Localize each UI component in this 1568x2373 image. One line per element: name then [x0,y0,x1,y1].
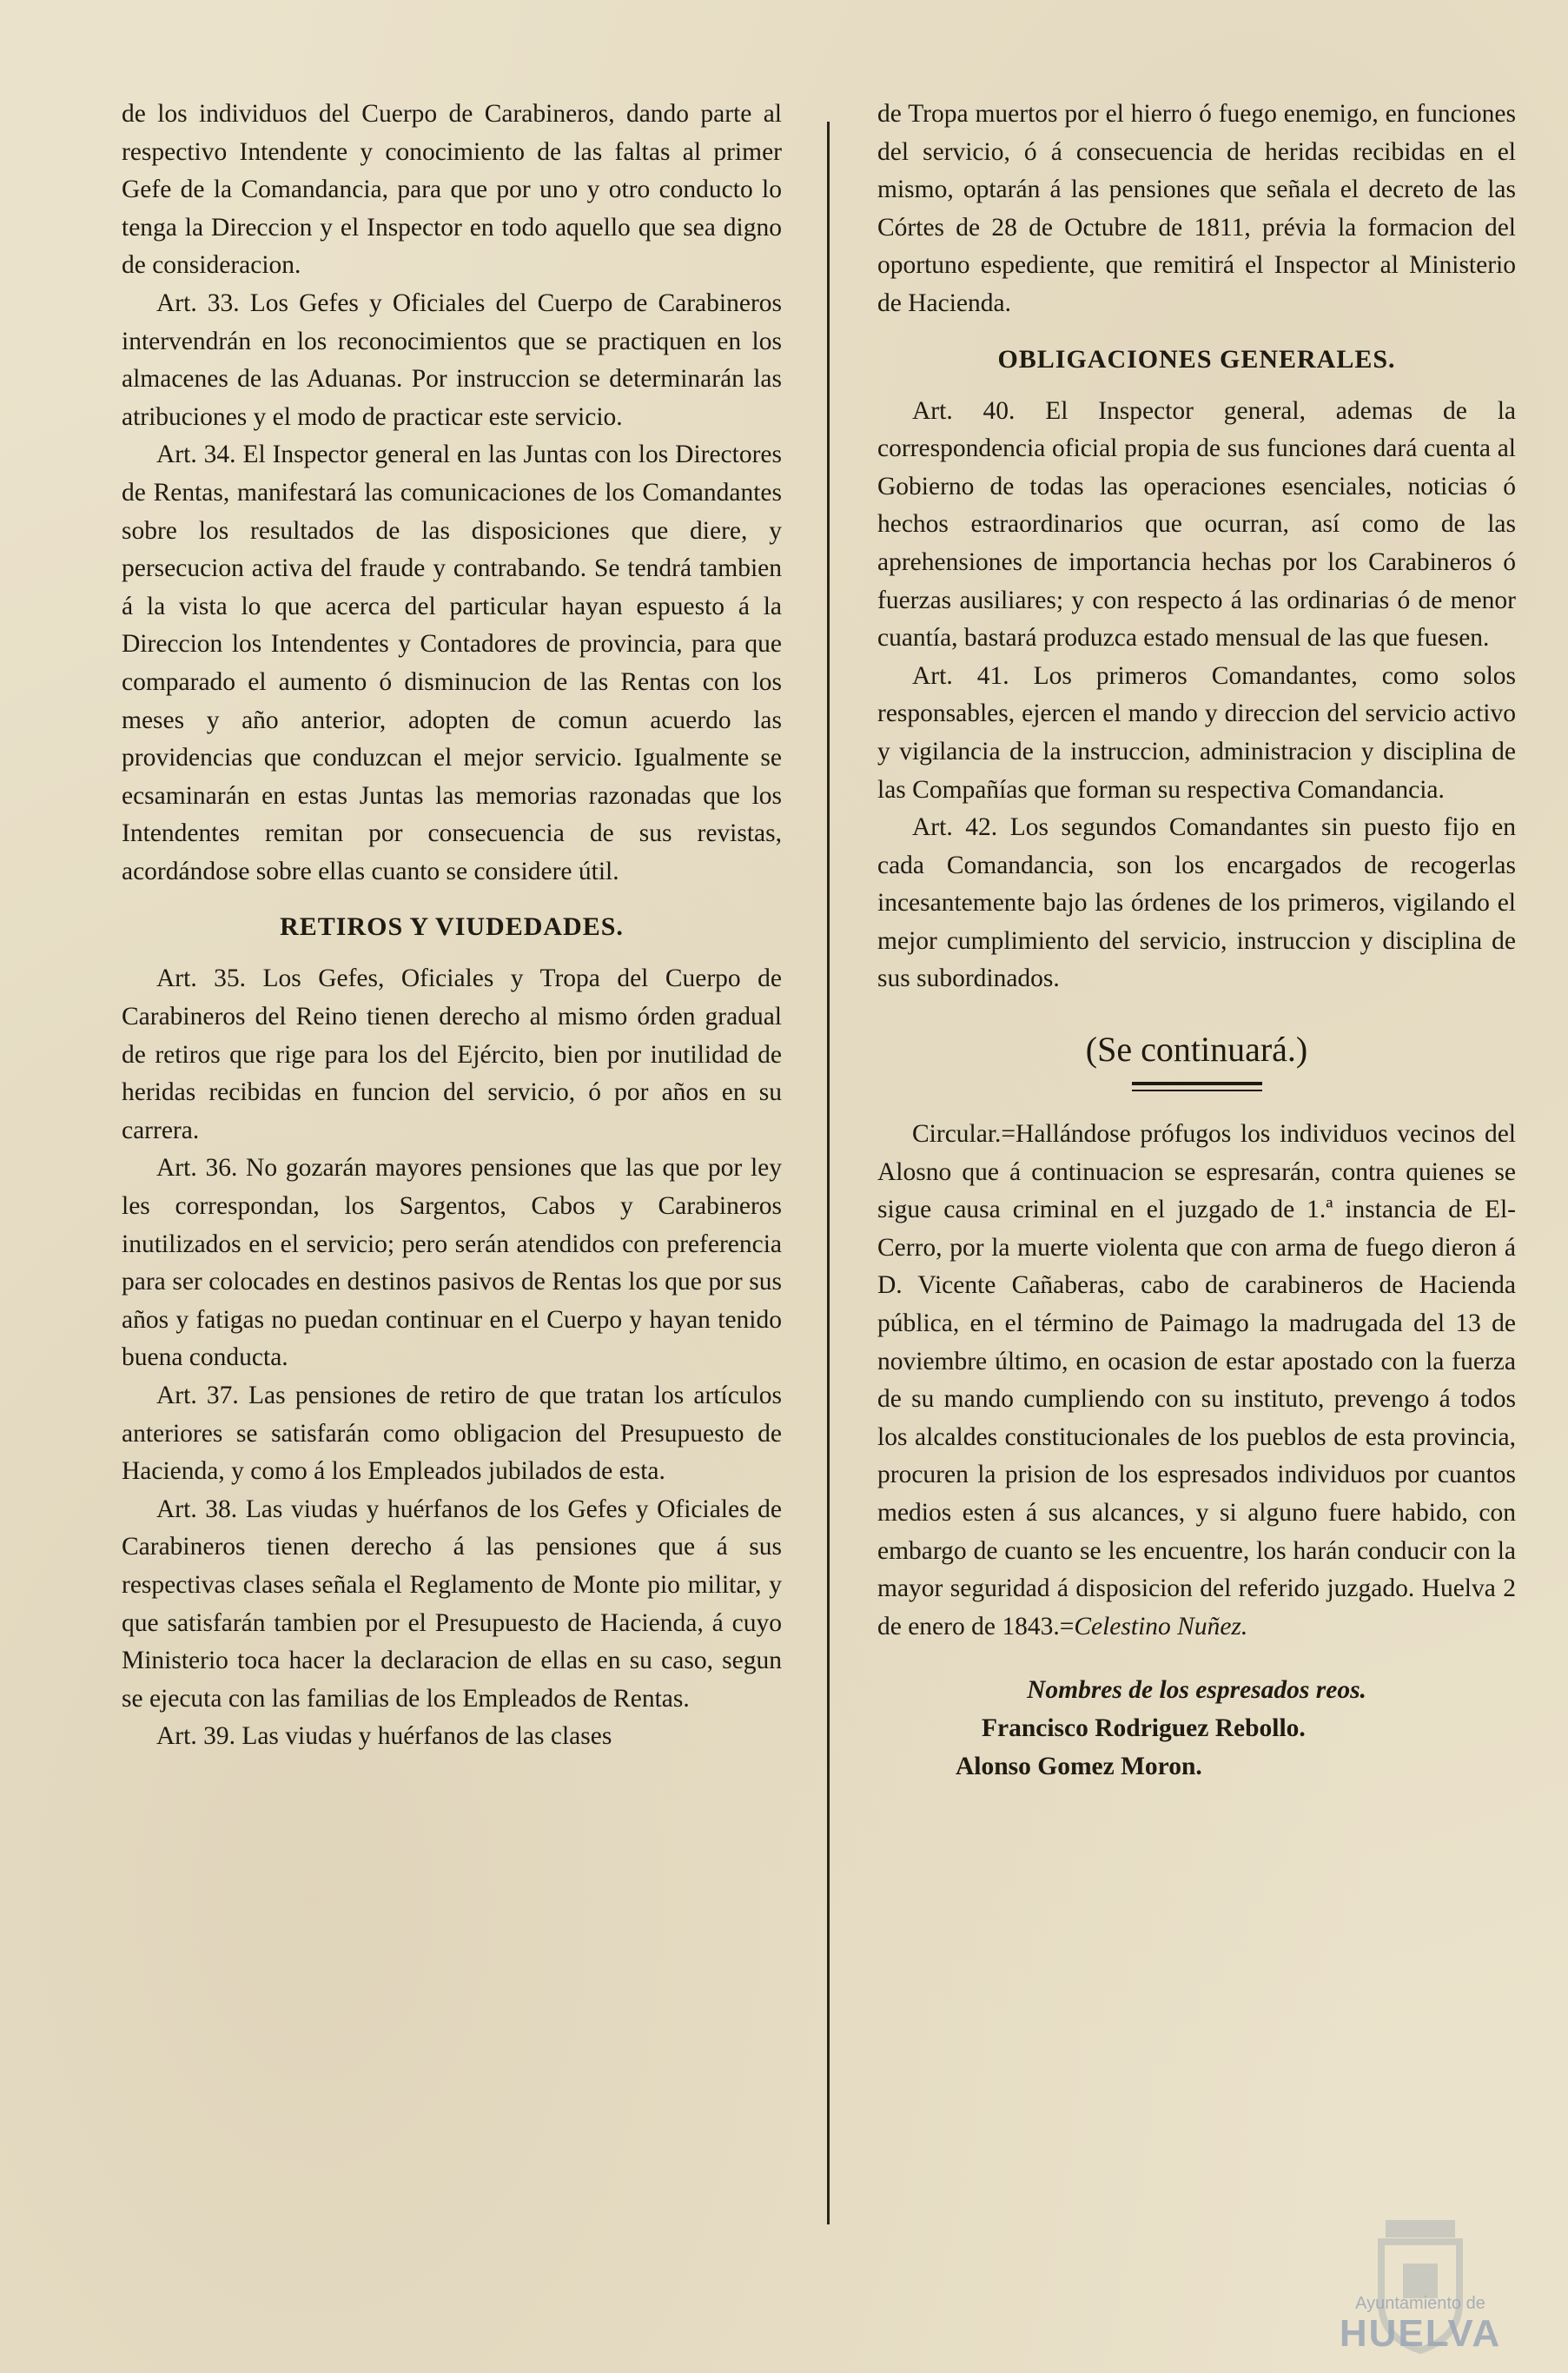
right-column [877,96,1516,1786]
left-column [122,96,782,1756]
article-34: Art. 34. El Inspector general en las Juntas con los Directores de Rentas, manifestará las comunicaciones de los Comandantes sobre los resultados de las disposiciones que diere, y persecucion activa del fraude y contrabando. Se tendrá tambien á la vista lo que acerca del particular hayan espuesto á la Direccion los Intendentes y Contadores de provincia, para que comparado el aumento ó disminucion de las Rentas con los meses y año anterior, adopten de comun acuerdo las providencias que conduzcan el mejor servicio. Igualmente se ecsaminarán en estas Juntas las memorias razonadas que los Intendentes remitan por consecuencia de sus revistas, acordándose sobre ellas cuanto se considere útil. [122,441,782,885]
fugitive-name: Francisco Rodriguez Rebollo. [982,1713,1306,1742]
watermark-text [1329,2294,1512,2354]
continued-paragraph: de los individuos del Cuerpo de Carabineros, dando parte al respectivo Intendente y conocimiento de las faltas al primer Gefe de la Comandancia, para que por uno y otro conducto lo tenga la Direccion y el Inspector en todo aquello que sea digno de consideracion. [122,100,782,280]
circular-text: Circular.=Hallándose prófugos los individuos vecinos del Alosno que á continuacion se espresarán, contra quienes se sigue causa criminal en el juzgado de 1.ª instancia de El-Cerro, por la muerte violenta que con arma de fuego dieron á D. Vicente Cañaberas, cabo de carabineros de Hacienda pública, en el término de Paimago la madrugada del 13 de noviembre último, en ocasion de estar apostado con la fuerza de su mando cumpliendo con su instituto, prevengo á todos los alcaldes constitucionales de los pueblos de esta provincia, procuren la prision de los espresados individuos por cuantos medios esten á sus alcances, y si alguno fuere habido, con embargo de cuanto se les encuentre, los harán conducir con la mayor seguridad á disposicion del referido juzgado. Huelva 2 de enero de 1843.= [877,1120,1516,1641]
article-33: Art. 33. Los Gefes y Oficiales del Cuerpo de Carabineros intervendrán en los reconocimientos que se practiquen en los almacenes de las Aduanas. Por instruccion se determinarán las atribuciones y el modo de practicar este servicio. [122,288,782,431]
article-41: Art. 41. Los primeros Comandantes, como solos responsables, ejercen el mando y direccion del servicio activo y vigilancia de la instruccion, administracion y disciplina de las Compañías que forman su respectiva Comandancia. [877,661,1516,804]
article-38: Art. 38. Las viudas y huérfanos de los Gefes y Oficiales de Carabineros tienen derecho á las pensiones que á sus respectivas clases señala el Reglamento de Monte pio militar, y que satisfarán tambien por el Presupuesto de Hacienda, á cuyo Ministerio toca hacer la declaracion de ellas en su caso, segun se ejecuta con las familias de los Empleados de Rentas. [122,1495,782,1713]
section-heading-obligaciones: OBLIGACIONES GENERALES. [997,344,1396,374]
section-heading-retiros: RETIROS Y VIUDEDADES. [280,912,624,942]
watermark-line1: Ayuntamiento de [1355,2294,1485,2313]
article-40: Art. 40. El Inspector general, ademas de la correspondencia oficial propia de sus funciones dará cuenta al Gobierno de todas las operaciones esenciales, noticias ó hechos estraordinarios que ocurran, así como de las aprehensiones de importancia hechas por los Carabineros ó fuerzas ausiliares; y con respecto á las ordinarias ó de menor cuantía, bastará produzca estado mensual de las que fuesen. [877,396,1516,653]
article-42: Art. 42. Los segundos Comandantes sin puesto fijo en cada Comandancia, son los encargados de recogerlas incesantemente bajo las órdenes de los primeros, vigilando el mejor cumplimiento del servicio, instruccion y disciplina de sus subordinados. [877,813,1516,993]
article-35: Art. 35. Los Gefes, Oficiales y Tropa del Cuerpo de Carabineros del Reino tienen derecho al mismo órden gradual de retiros que rige para los del Ejército, bien por inutilidad de heridas recibidas en funcion del servicio, ó por años en su carrera. [122,964,782,1144]
article-36: Art. 36. No gozarán mayores pensiones que las que por ley les correspondan, los Sargentos, Cabos y Carabineros inutilizados en el servicio; pero serán atendidos con preferencia para ser colocades en destinos pasivos de Rentas los que por sus años y fatigas no puedan continuar en el Cuerpo y hayan tenido buena conducta. [122,1154,782,1372]
fugitive-name: Alonso Gomez Moron. [956,1752,1202,1780]
circular-paragraph [877,1116,1516,1646]
names-header: Nombres de los espresados reos. [1027,1676,1366,1705]
double-rule [1132,1082,1262,1091]
continued-notice: (Se continuará.) [1085,1030,1308,1070]
article-37: Art. 37. Las pensiones de retiro de que tratan los artículos anteriores se satisfarán como obligacion del Presupuesto de Hacienda, y como á los Empleados jubilados de esta. [122,1382,782,1486]
article-39-start: Art. 39. Las viudas y huérfanos de las clases [156,1722,612,1751]
article-39-continued: de Tropa muertos por el hierro ó fuego enemigo, en funciones del servicio, ó á consecuencia de heridas recibidas en el mismo, optarán á las pensiones que señala el decreto de las Córtes de 28 de Octubre de 1811, prévia la formacion del oportuno espediente, que remitirá el Inspector al Ministerio de Hacienda. [877,100,1516,317]
watermark-line2: HUELVA [1339,2312,1502,2355]
signer: Celestino Nuñez. [1074,1612,1248,1641]
column-divider [827,122,830,2224]
